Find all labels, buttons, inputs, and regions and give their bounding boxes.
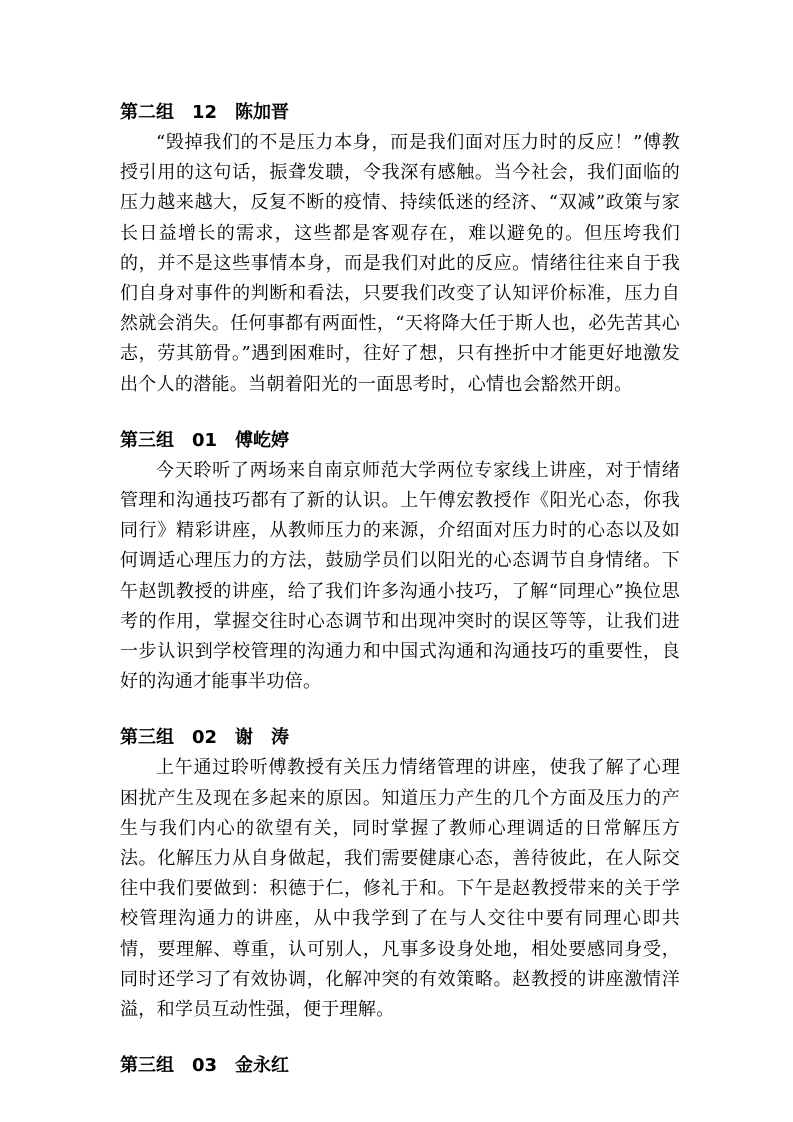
reflection-entry xyxy=(120,426,680,698)
entry-heading: 第二组 12 陈加晋 xyxy=(120,102,290,123)
reflection-entry xyxy=(120,98,680,400)
document-page xyxy=(120,98,680,1107)
entry-body: “毁掉我们的不是压力本身，而是我们面对压力时的反应！”傅教授引用的这句话，振聋发聩，令我深有感触。当今社会，我们面临的压力越来越大，反复不断的疫情、持续低迷的经济、“双减”政策与家长日益增长的需求，这些都是客观存在，难以避免的。但压垮我们的，并不是这些事情本身，而是我们对此的反应。情绪往往来自于我们自身对事件的判断和看法，只要我们改变了认知评价标准，压力自然就会消失。任何事都有两面性，“天将降大任于斯人也，必先苦其心志，劳其筋骨。”遇到困难时，往好了想，只有挫折中才能更好地激发出个人的潜能。当朝着阳光的一面思考时，心情也会豁然开朗。 xyxy=(120,132,680,395)
reflection-entry xyxy=(120,1051,680,1081)
entry-heading: 第三组 02 谢 涛 xyxy=(120,727,290,749)
entry-heading: 第三组 01 傅屹婷 xyxy=(120,429,290,451)
entry-heading: 第三组 03 金永红 xyxy=(120,1055,290,1077)
entry-body: 上午通过聆听傅教授有关压力情绪管理的讲座，使我了解了心理困扰产生及现在多起来的原因。知道压力产生的几个方面及压力的产生与我们内心的欲望有关，同时掌握了教师心理调适的日常解压方法。化解压力从自身做起，我们需要健康心态，善待彼此，在人际交往中我们要做到：积德于仁，修礼于和。下午是赵教授带来的关于学校管理沟通力的讲座，从中我学到了在与人交往中要有同理心即共情，要理解、尊重，认可别人，凡事多设身处地，相处要感同身受，同时还学习了有效协调，化解冲突的有效策略。赵教授的讲座激情洋溢，和学员互动性强，便于理解。 xyxy=(120,757,680,1021)
reflection-entry xyxy=(120,723,680,1025)
entry-body: 今天聆听了两场来自南京师范大学两位专家线上讲座，对于情绪管理和沟通技巧都有了新的认识。上午傅宏教授作《阳光心态，你我同行》精彩讲座，从教师压力的来源，介绍面对压力时的心态以及如何调适心理压力的方法，鼓励学员们以阳光的心态调节自身情绪。下午赵凯教授的讲座，给了我们许多沟通小技巧，了解“同理心”换位思考的作用，掌握交往时心态调节和出现冲突时的误区等等，让我们进一步认识到学校管理的沟通力和中国式沟通和沟通技巧的重要性，良好的沟通才能事半功倍。 xyxy=(120,459,680,693)
